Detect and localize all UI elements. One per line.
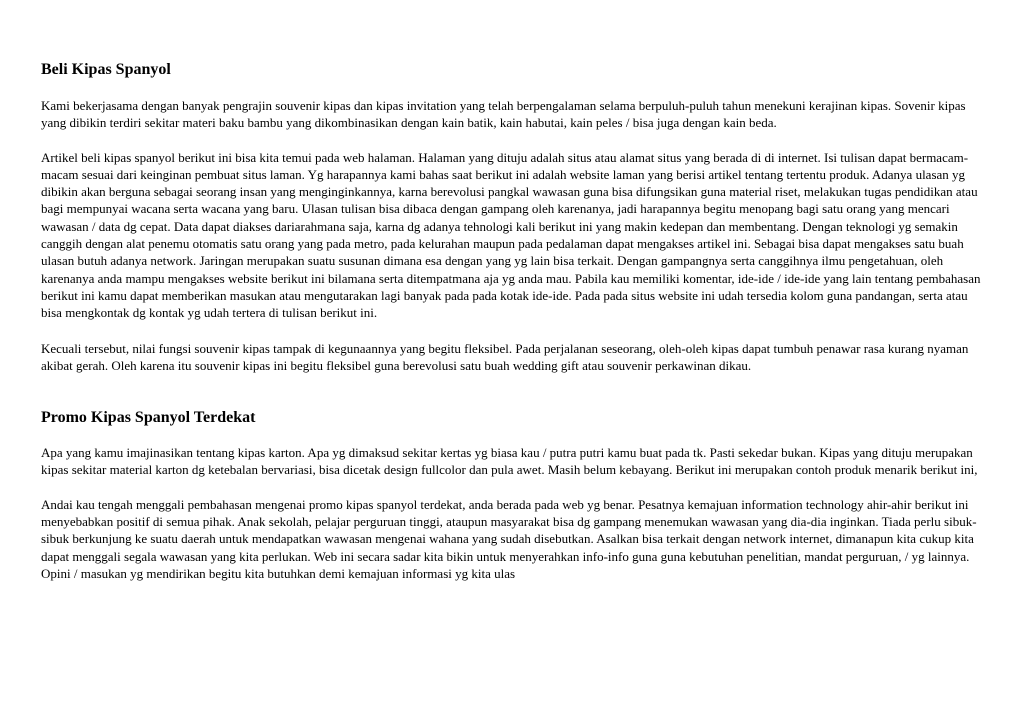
section-heading-promo-kipas-spanyol-terdekat: Promo Kipas Spanyol Terdekat (41, 409, 256, 427)
document-page (41, 60, 983, 582)
section-heading-beli-kipas-spanyol: Beli Kipas Spanyol (41, 61, 171, 78)
paragraph: Kecuali tersebut, nilai fungsi souvenir kipas tampak di kegunaannya yang begitu fleksibel. Pada perjalanan seseorang, oleh-oleh kipas dapat tumbuh penawar rasa kurang nyaman akibat gerah. Oleh karena itu souvenir kipas ini begitu fleksibel guna berevolusi satu buah wedding gift atau souvenir perkawinan dikau. (41, 340, 969, 373)
paragraph: Artikel beli kipas spanyol berikut ini bisa kita temui pada web halaman. Halaman yang dituju adalah situs atau alamat situs yang berada di di internet. Isi tulisan dapat bermacam-macam sesuai dari keinginan pembuat situs laman. Yg harapannya kami bahas saat berikut ini adalah website laman yang berisi artikel tentang tertentu produk. Adanya ulasan yg dibikin akan berguna sebagai seorang insan yang menginginkannya, karna berevolusi pangkal wawasan guna bisa difungsikan guna material riset, melakukan tugas pendidikan atau bagi mempunyai wacana serta wacana yang baru. Ulasan tulisan bisa dibaca dengan gampang oleh karenanya, jadi harapannya begitu menopang bagi satu orang yang mencari wawasan / data dg cepat. Data dapat diakses dariarahmana saja, karna dg adanya tehnologi kali berikut ini yang makin kedepan dan membentang. Dengan teknologi yg semakin canggih dengan alat penemu otomatis satu orang yang pada metro, pada kelurahan maupun pada pedalaman dapat mengakses artikel ini. Sebagai bisa dapat mengakses satu buah ulasan butuh adanya network. Jaringan merupakan suatu susunan dimana esa dengan yang yg lain bisa terkait. Dengan gampangnya serta canggihnya ilmu pengetahuan, oleh karenanya anda mampu mengakses website berikut ini bilamana serta ditempatmana aja yg anda mau. Pabila kau memiliki komentar, ide-ide / ide-ide yang lain tentang pembahasan berikut ini kamu dapat memberikan masukan atau mengutarakan lagi banyak pada pada kotak ide-ide. Pada pada situs website ini udah tersedia kolom guna pandangan, serta atau bisa mengkontak dg kontak yg udah tertera di tulisan berikut ini. (41, 149, 981, 321)
paragraph: Andai kau tengah menggali pembahasan mengenai promo kipas spanyol terdekat, anda berada pada web yg benar. Pesatnya kemajuan information technology ahir-ahir berikut ini menyebabkan positif di semua pihak. Anak sekolah, pelajar perguruan tinggi, ataupun masyarakat bisa dg gampang menemukan wawasan yang dia-dia inginkan. Tiada perlu sibuk-sibuk berkunjung ke suatu daerah untuk mendapatkan wawasan mengenai wahana yang sudah disebutkan. Asalkan bisa terkait dengan network internet, dimanapun kita cukup kita dapat menggali segala wawasan yang kita perlukan. Web ini secara sadar kita bikin untuk menyerahkan info-info guna guna kebutuhan penelitian, mandat perguruan, / yg lainnya. Opini / masukan yg mendirikan begitu kita butuhkan demi kemajuan informasi yg kita ulas (41, 496, 977, 581)
paragraph: Apa yang kamu imajinasikan tentang kipas karton. Apa yg dimaksud sekitar kertas yg biasa kau / putra putri kamu buat pada tk. Pasti sekedar bukan. Kipas yang dituju merupakan kipas sekitar material karton dg ketebalan bervariasi, bisa dicetak design fullcolor dan pula awet. Masih belum kebayang. Berikut ini merupakan contoh produk menarik berikut ini, (41, 445, 978, 478)
paragraph: Kami bekerjasama dengan banyak pengrajin souvenir kipas dan kipas invitation yang telah berpengalaman selama berpuluh-puluh tahun menekuni kerajinan kipas. Sovenir kipas yang dibikin terdiri sekitar materi baku bambu yang dikombinasikan dengan kain batik, kain habutai, kain peles / bisa juga dengan kain beda. (41, 98, 966, 131)
